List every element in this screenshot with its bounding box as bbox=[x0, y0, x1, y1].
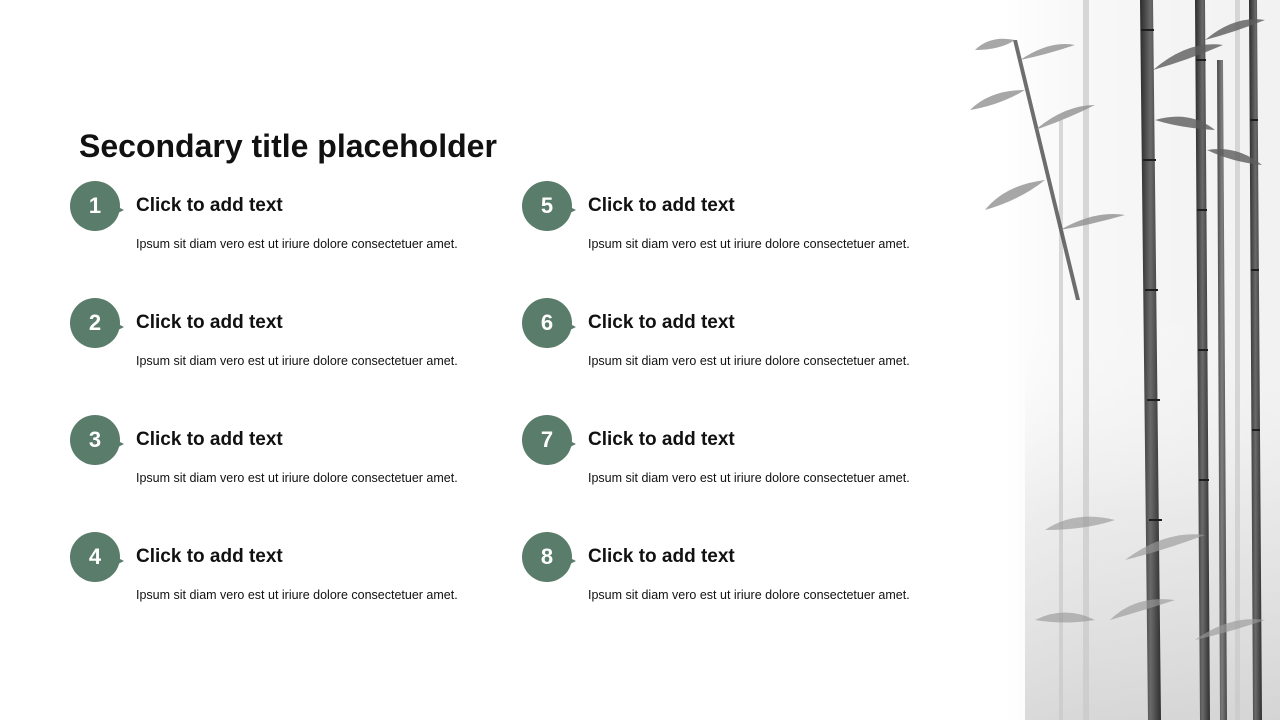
list-item[interactable] bbox=[522, 298, 942, 388]
number-badge: 8 bbox=[522, 532, 572, 582]
item-body[interactable]: Ipsum sit diam vero est ut iriure dolore consectetuer amet. bbox=[136, 588, 458, 602]
number-badge: 5 bbox=[522, 181, 572, 231]
list-item[interactable] bbox=[70, 415, 490, 505]
item-heading[interactable]: Click to add text bbox=[136, 195, 283, 216]
item-heading[interactable]: Click to add text bbox=[588, 546, 735, 567]
item-heading[interactable]: Click to add text bbox=[588, 195, 735, 216]
list-item[interactable] bbox=[70, 298, 490, 388]
item-body[interactable]: Ipsum sit diam vero est ut iriure dolore consectetuer amet. bbox=[588, 354, 910, 368]
item-body[interactable]: Ipsum sit diam vero est ut iriure dolore consectetuer amet. bbox=[588, 588, 910, 602]
number-badge: 1 bbox=[70, 181, 120, 231]
item-body[interactable]: Ipsum sit diam vero est ut iriure dolore consectetuer amet. bbox=[136, 471, 458, 485]
number-badge: 4 bbox=[70, 532, 120, 582]
list-item[interactable] bbox=[522, 415, 942, 505]
item-body[interactable]: Ipsum sit diam vero est ut iriure dolore consectetuer amet. bbox=[136, 237, 458, 251]
item-body[interactable]: Ipsum sit diam vero est ut iriure dolore consectetuer amet. bbox=[136, 354, 458, 368]
number-badge: 3 bbox=[70, 415, 120, 465]
list-item[interactable] bbox=[522, 181, 942, 271]
item-body[interactable]: Ipsum sit diam vero est ut iriure dolore consectetuer amet. bbox=[588, 237, 910, 251]
list-item[interactable] bbox=[70, 181, 490, 271]
bamboo-illustration bbox=[965, 0, 1280, 720]
item-heading[interactable]: Click to add text bbox=[136, 312, 283, 333]
item-heading[interactable]: Click to add text bbox=[588, 429, 735, 450]
list-item[interactable] bbox=[522, 532, 942, 622]
number-badge: 7 bbox=[522, 415, 572, 465]
number-badge: 6 bbox=[522, 298, 572, 348]
item-body[interactable]: Ipsum sit diam vero est ut iriure dolore consectetuer amet. bbox=[588, 471, 910, 485]
list-item[interactable] bbox=[70, 532, 490, 622]
item-heading[interactable]: Click to add text bbox=[136, 429, 283, 450]
item-heading[interactable]: Click to add text bbox=[136, 546, 283, 567]
number-badge: 2 bbox=[70, 298, 120, 348]
slide-title[interactable]: Secondary title placeholder bbox=[79, 128, 497, 164]
item-heading[interactable]: Click to add text bbox=[588, 312, 735, 333]
